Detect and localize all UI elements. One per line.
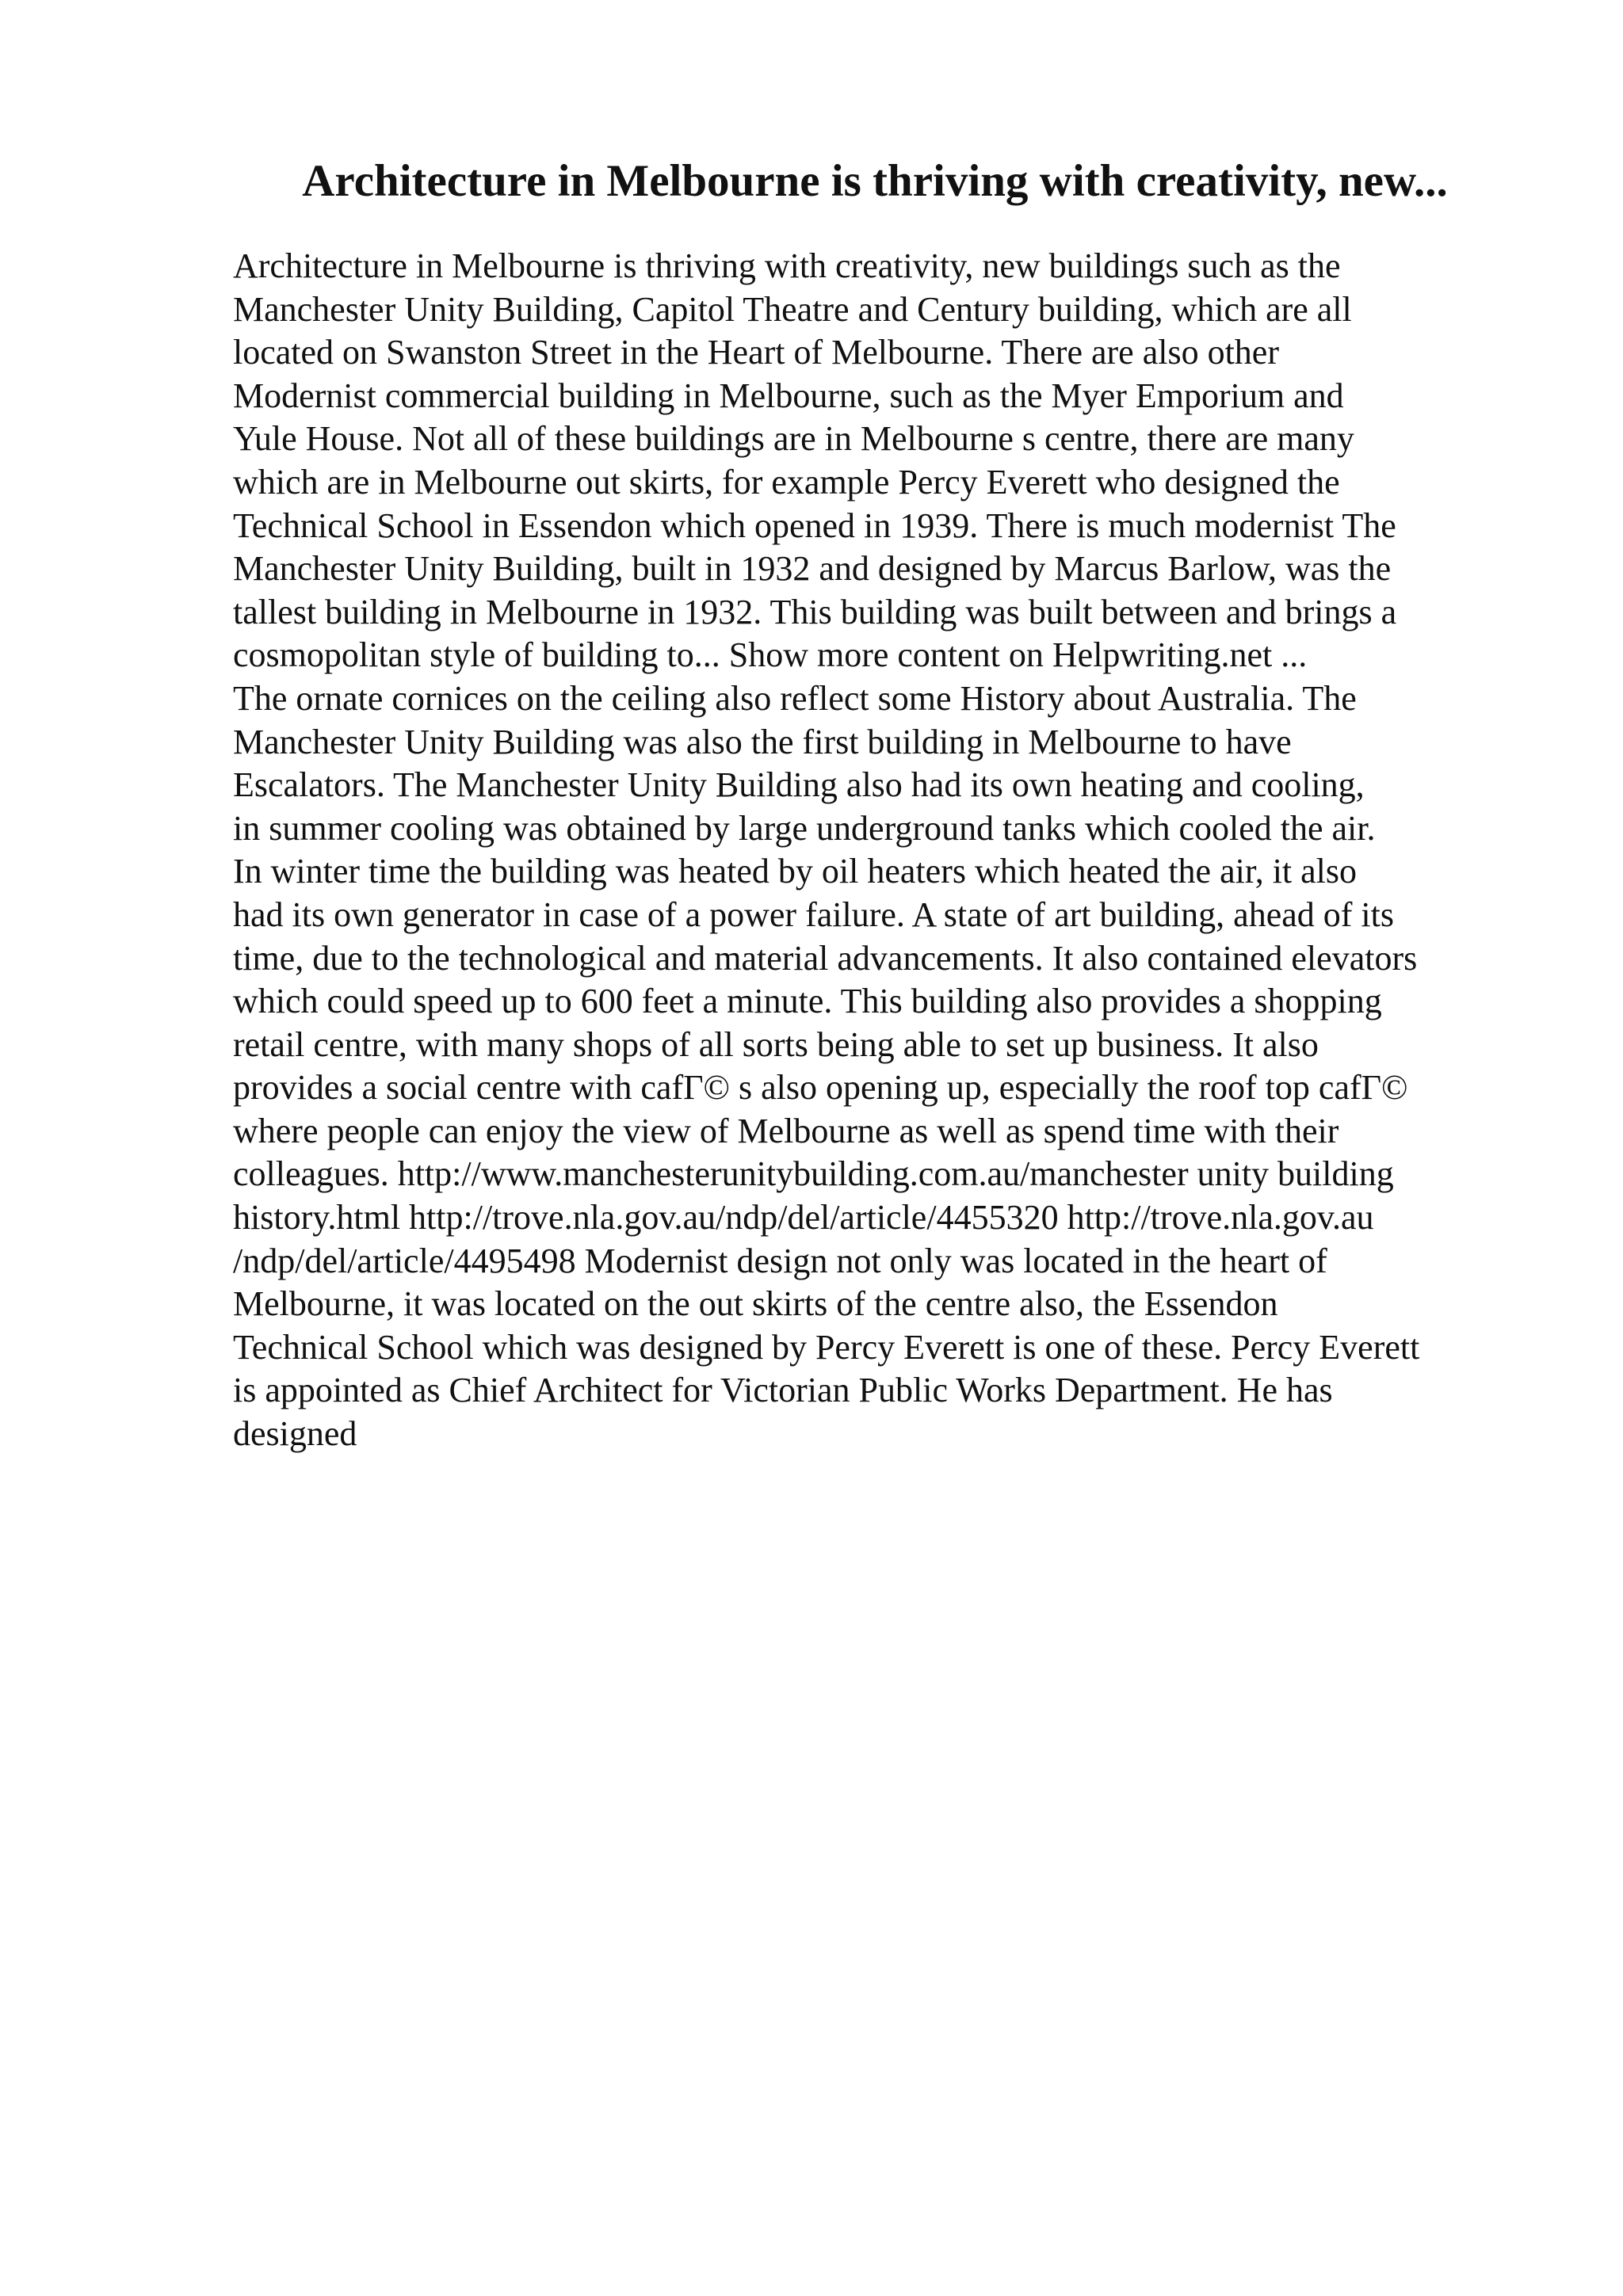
body-line: /ndp/del/article/4495498 Modernist design not only was located in the heart of bbox=[233, 1241, 1327, 1280]
body-line: retail centre, with many shops of all sorts being able to set up business. It also bbox=[233, 1024, 1319, 1064]
body-line: Technical School which was designed by Percy Everett is one of these. Percy Everett bbox=[233, 1327, 1420, 1367]
body-line: colleagues. http://www.manchesterunitybuilding.com.au/manchester unity building bbox=[233, 1154, 1394, 1194]
body-line: in summer cooling was obtained by large underground tanks which cooled the air. bbox=[233, 808, 1376, 848]
body-line: is appointed as Chief Architect for Victorian Public Works Department. He has bbox=[233, 1371, 1333, 1410]
body-line: tallest building in Melbourne in 1932. This building was built between and brings a bbox=[233, 592, 1397, 631]
body-line: had its own generator in case of a power failure. A state of art building, ahead of its bbox=[233, 894, 1394, 934]
document-body bbox=[233, 245, 1612, 1456]
body-line: located on Swanston Street in the Heart of Melbourne. There are also other bbox=[233, 333, 1279, 372]
body-line: Technical School in Essendon which opened in 1939. There is much modernist The bbox=[233, 505, 1396, 545]
body-line: The ornate cornices on the ceiling also reflect some History about Australia. The bbox=[233, 678, 1357, 718]
body-line: Modernist commercial building in Melbourne, such as the Myer Emporium and bbox=[233, 376, 1344, 415]
body-line: Escalators. The Manchester Unity Building also had its own heating and cooling, bbox=[233, 765, 1365, 805]
body-line: provides a social centre with cafГ© s also opening up, especially the roof top cafГ© bbox=[233, 1068, 1408, 1108]
body-line: time, due to the technological and material advancements. It also contained elevators bbox=[233, 938, 1418, 978]
body-line: Yule House. Not all of these buildings are in Melbourne s centre, there are many bbox=[233, 419, 1354, 459]
body-line: In winter time the building was heated by oil heaters which heated the air, it also bbox=[233, 852, 1358, 891]
body-line: Manchester Unity Building was also the first building in Melbourne to have bbox=[233, 722, 1292, 761]
body-line: designed bbox=[233, 1414, 357, 1454]
body-line: Melbourne, it was located on the out skirts of the centre also, the Essendon bbox=[233, 1284, 1278, 1324]
body-line: history.html http://trove.nla.gov.au/ndp/del/article/4455320 http://trove.nla.gov.au bbox=[233, 1198, 1374, 1238]
body-line: Architecture in Melbourne is thriving with creativity, new buildings such as the bbox=[233, 246, 1341, 285]
body-line: Manchester Unity Building, built in 1932 and designed by Marcus Barlow, was the bbox=[233, 549, 1392, 589]
body-line: where people can enjoy the view of Melbourne as well as spend time with their bbox=[233, 1111, 1339, 1150]
body-line: Manchester Unity Building, Capitol Theatre and Century building, which are all bbox=[233, 289, 1352, 329]
document-title: Architecture in Melbourne is thriving with creativity, new... bbox=[302, 156, 1448, 206]
body-line: cosmopolitan style of building to... Show more content on Helpwriting.net ... bbox=[233, 635, 1308, 675]
body-line: which could speed up to 600 feet a minute. This building also provides a shopping bbox=[233, 982, 1382, 1021]
body-line: which are in Melbourne out skirts, for example Percy Everett who designed the bbox=[233, 462, 1340, 502]
